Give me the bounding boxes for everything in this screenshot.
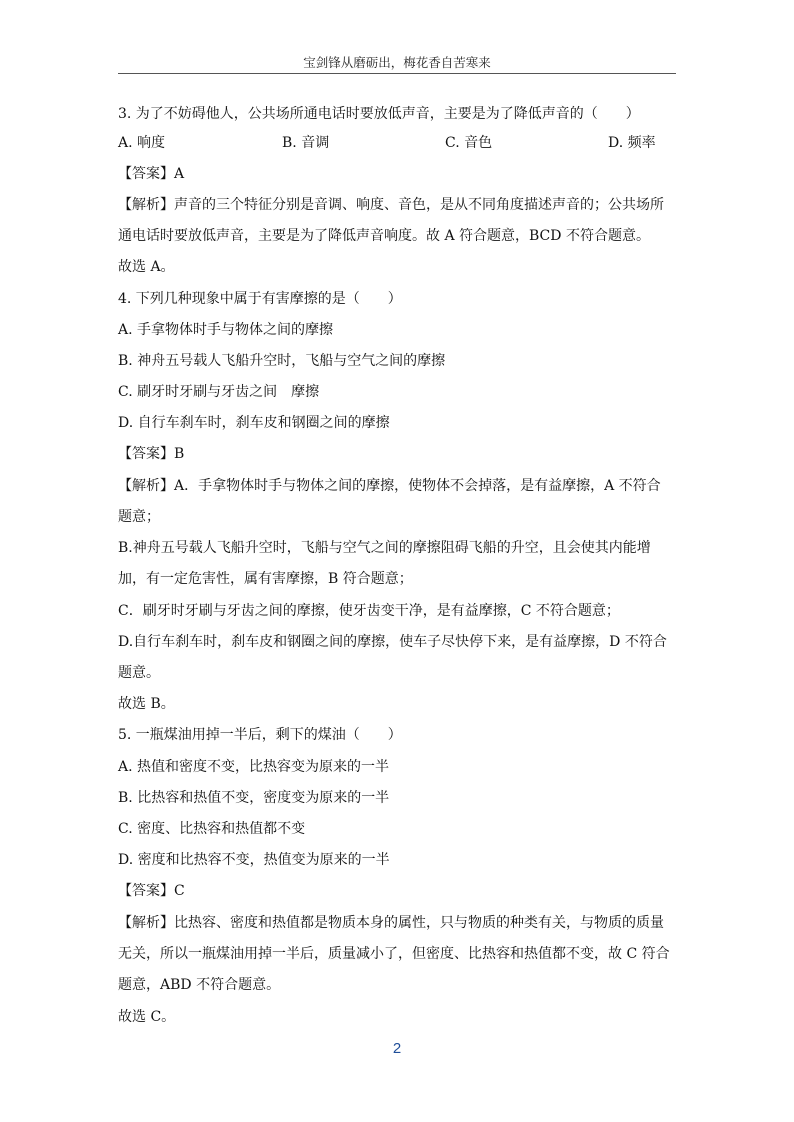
q4-answer: 【答案】B xyxy=(118,446,185,462)
q4-option-b: B. 神舟五号载人飞船升空时，飞船与空气之间的摩擦 xyxy=(118,353,446,369)
q4-analysis-line-2: 题意； xyxy=(118,509,160,525)
page-header-motto: 宝剑锋从磨砺出，梅花香自苦寒来 xyxy=(303,55,491,70)
q4-analysis-line-6: D.自行车刹车时，刹车皮和钢圈之间的摩擦，使车子尽快停下来，是有益摩擦，D 不符合 xyxy=(118,634,667,650)
q3-option-c: C. 音色 xyxy=(445,135,493,151)
q3-stem: 3. 为了不妨碍他人，公共场所通电话时要放低声音，主要是为了降低声音的（ ） xyxy=(118,106,640,122)
q4-analysis-line-5: C．刷牙时牙刷与牙齿之间的摩擦，使牙齿变干净，是有益摩擦，C 不符合题意； xyxy=(118,603,620,619)
q4-analysis-line-8: 故选 B。 xyxy=(118,696,175,712)
q5-analysis-line-2: 无关，所以一瓶煤油用掉一半后，质量减小了，但密度、比热容和热值都不变，故 C 符合 xyxy=(118,946,670,962)
q4-analysis-line-7: 题意。 xyxy=(118,665,160,681)
q5-stem: 5. 一瓶煤油用掉一半后，剩下的煤油（ ） xyxy=(118,727,402,743)
q3-answer: 【答案】A xyxy=(118,166,185,182)
q3-analysis-line-3: 故选 A。 xyxy=(118,259,175,275)
q3-option-a: A. 响度 xyxy=(118,135,166,151)
q5-option-d: D. 密度和比热容不变，热值变为原来的一半 xyxy=(118,852,390,868)
q4-stem: 4. 下列几种现象中属于有害摩擦的是（ ） xyxy=(118,291,402,307)
q5-option-c: C. 密度、比热容和热值都不变 xyxy=(118,821,306,837)
q3-analysis-line-1: 【解析】声音的三个特征分别是音调、响度、音色，是从不同角度描述声音的；公共场所 xyxy=(118,197,664,213)
q5-option-b: B. 比热容和热值不变，密度变为原来的一半 xyxy=(118,790,390,806)
page-number: 2 xyxy=(392,1040,402,1057)
q4-analysis-line-4: 加，有一定危害性，属有害摩擦，B 符合题意； xyxy=(118,571,413,587)
q4-option-c: C. 刷牙时牙刷与牙齿之间 摩擦 xyxy=(118,384,320,400)
q4-analysis-line-1: 【解析】A．手拿物体时手与物体之间的摩擦，使物体不会掉落，是有益摩擦，A 不符合 xyxy=(118,478,661,494)
header-divider xyxy=(118,73,676,74)
q5-analysis-line-4: 故选 C。 xyxy=(118,1009,176,1025)
q4-option-a: A. 手拿物体时手与物体之间的摩擦 xyxy=(118,322,334,338)
q3-option-d: D. 频率 xyxy=(608,135,656,151)
q3-option-b: B. 音调 xyxy=(282,135,330,151)
q4-analysis-line-3: B.神舟五号载人飞船升空时，飞船与空气之间的摩擦阻碍飞船的升空，且会使其内能增 xyxy=(118,540,651,556)
q5-option-a: A. 热值和密度不变，比热容变为原来的一半 xyxy=(118,759,390,775)
q3-analysis-line-2: 通电话时要放低声音，主要是为了降低声音响度。故 A 符合题意，BCD 不符合题意。 xyxy=(118,228,650,244)
q5-analysis-line-1: 【解析】比热容、密度和热值都是物质本身的属性，只与物质的种类有关，与物质的质量 xyxy=(118,915,664,931)
q3-options xyxy=(118,133,678,153)
q4-option-d: D. 自行车刹车时，刹车皮和钢圈之间的摩擦 xyxy=(118,415,390,431)
q5-answer: 【答案】C xyxy=(118,883,185,899)
q5-analysis-line-3: 题意，ABD 不符合题意。 xyxy=(118,977,281,993)
